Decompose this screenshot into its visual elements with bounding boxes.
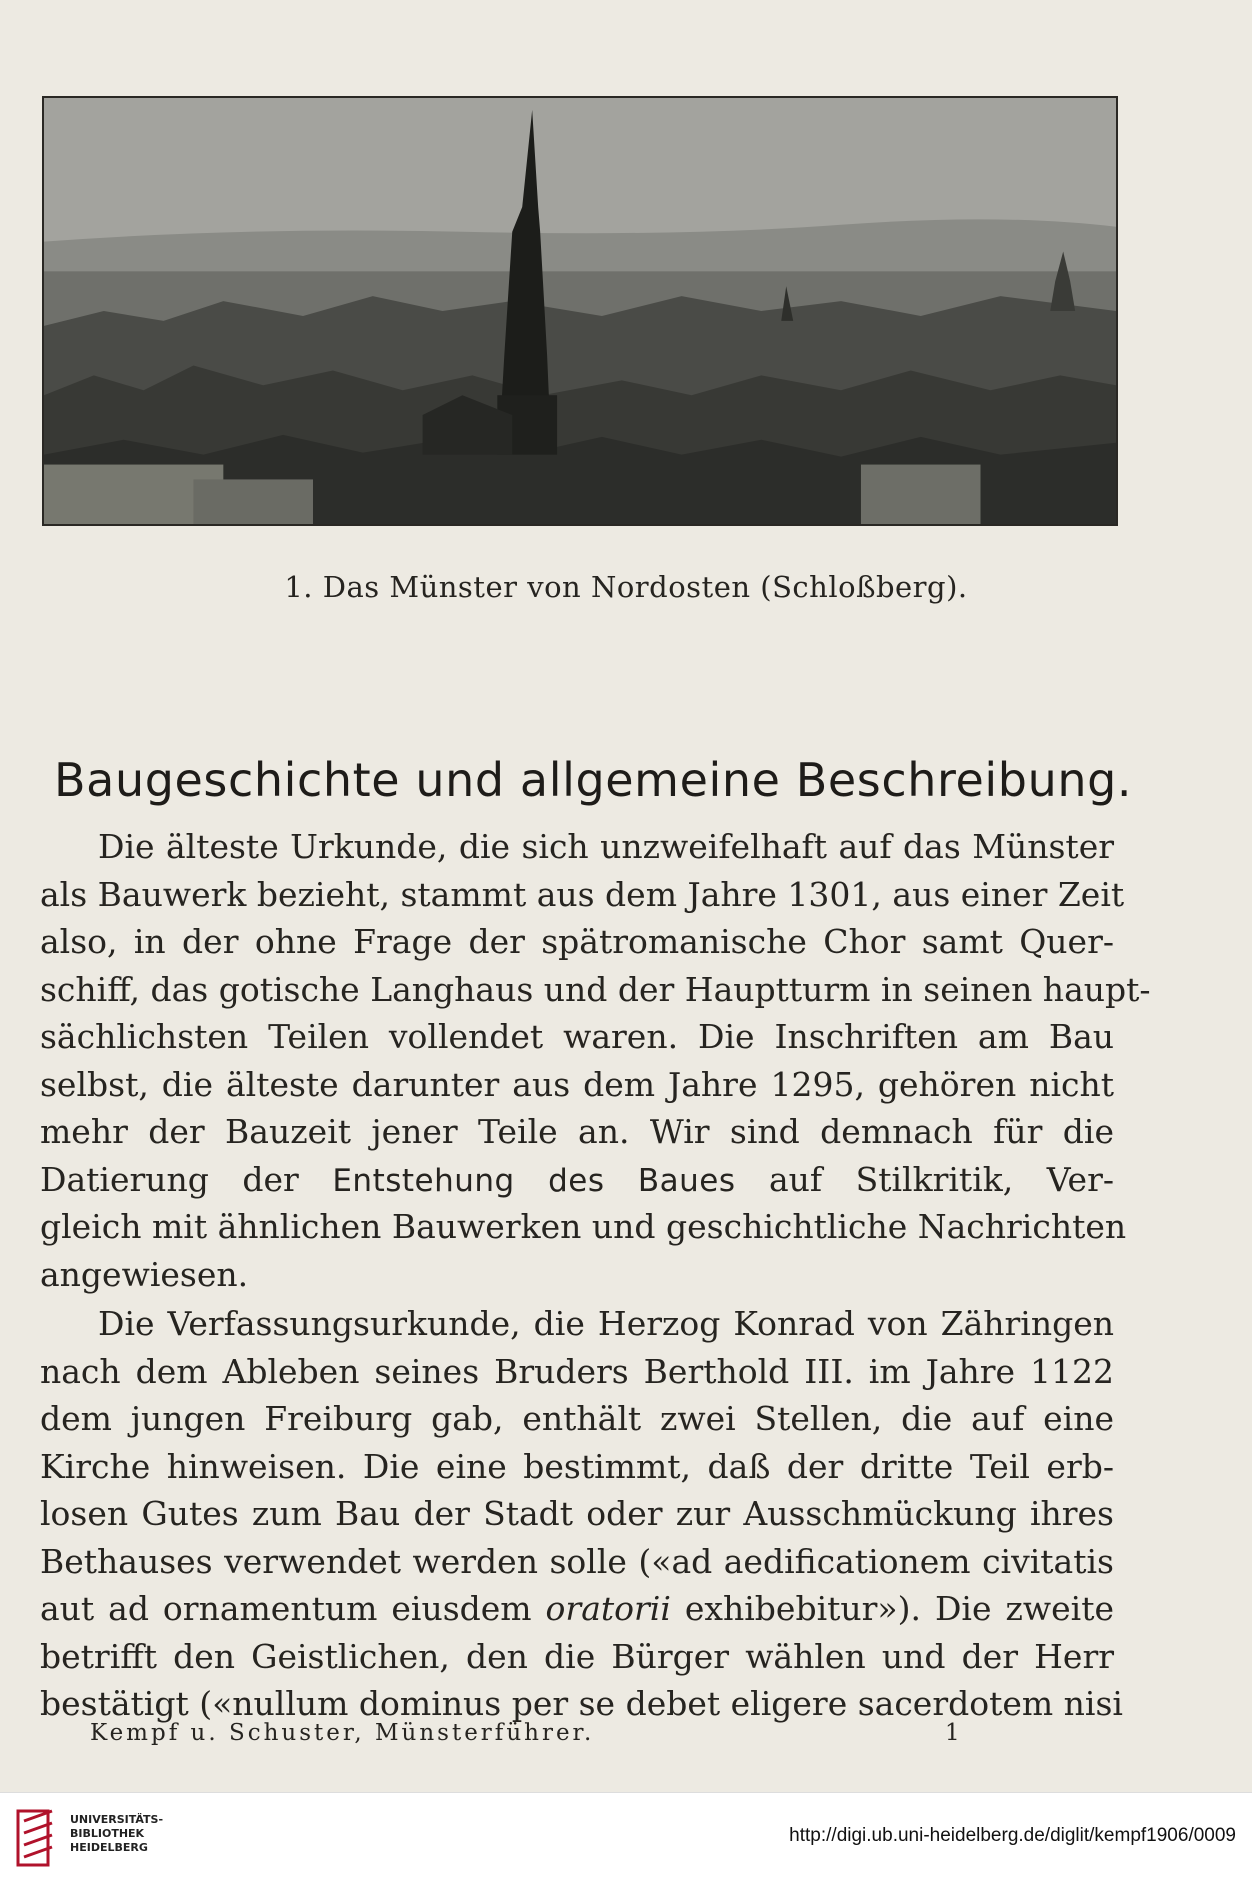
text-run: betrifft den Geistlichen, den die Bürger wählen und der Herr xyxy=(40,1636,1114,1676)
text-run: schiff, das gotische Langhaus und der Hauptturm in seinen haupt- xyxy=(40,969,1151,1009)
text-run: Die älteste Urkunde, die sich unzweifelhaft auf das Münster xyxy=(98,827,1114,866)
running-footer-title: Kempf u. Schuster, Münsterführer. xyxy=(90,1720,595,1746)
text-line xyxy=(40,1156,1114,1204)
library-logo-text xyxy=(70,1813,163,1855)
text-line xyxy=(40,1490,1114,1538)
text-line xyxy=(40,918,1114,966)
text-line xyxy=(40,1443,1114,1491)
source-url-link[interactable]: http://digi.ub.uni-heidelberg.de/diglit/kempf1906/0009 xyxy=(789,1825,1236,1846)
text-run: dem jungen Freiburg gab, enthält zwei Stellen, die auf eine xyxy=(40,1399,1114,1438)
text-line xyxy=(40,1300,1114,1348)
text-line xyxy=(40,1348,1114,1396)
paragraph-1 xyxy=(40,823,1151,1298)
text-line xyxy=(40,1061,1114,1109)
body-text xyxy=(40,823,1151,1728)
text-line xyxy=(40,823,1114,871)
figure-caption: 1. Das Münster von Nordosten (Schloßberg). xyxy=(284,570,968,604)
text-line xyxy=(40,1395,1114,1443)
text-run: aut ad ornamentum eiusdem xyxy=(40,1589,546,1628)
text-run: nach dem Ableben seines Bruders Berthold III. im Jahre 1122 xyxy=(40,1351,1114,1391)
text-run: als Bauwerk bezieht, stammt aus dem Jahre 1301, aus einer Zeit xyxy=(40,874,1125,914)
cathedral-panorama-photo xyxy=(42,96,1118,526)
text-line xyxy=(40,871,1125,919)
text-run: Kirche hinweisen. Die eine bestimmt, daß der dritte Teil erb- xyxy=(40,1446,1114,1486)
text-run: Datierung der xyxy=(40,1159,333,1199)
text-run: angewiesen. xyxy=(40,1254,249,1294)
text-line xyxy=(40,1538,1114,1586)
paragraph-2 xyxy=(40,1300,1123,1728)
section-heading: Baugeschichte und allgemeine Beschreibung. xyxy=(54,753,1133,807)
text-run: sächlichsten Teilen vollendet waren. Die Inschriften am Bau xyxy=(40,1017,1114,1056)
text-line xyxy=(40,1108,1114,1156)
italic-text: oratorii xyxy=(545,1589,671,1628)
text-line xyxy=(40,1633,1114,1681)
text-run: Die Verfassungsurkunde, die Herzog Konrad von Zähringen xyxy=(98,1304,1114,1343)
photo-illustration xyxy=(44,98,1116,524)
text-run: bestätigt («nullum dominus per se debet eligere sacerdotem nisi xyxy=(40,1684,1123,1723)
logo-line-1: UNIVERSITÄTS- xyxy=(70,1813,164,1826)
text-run: gleich mit ähnlichen Bauwerken und geschichtliche Nachrichten xyxy=(40,1207,1127,1246)
text-line xyxy=(40,1585,1114,1633)
logo-line-3: HEIDELBERG xyxy=(70,1841,148,1854)
page-footer xyxy=(90,1720,1090,1756)
text-run: losen Gutes zum Bau der Stadt oder zur Ausschmückung ihres xyxy=(40,1494,1114,1533)
text-run: also, in der ohne Frage der spätromanische Chor samt Quer- xyxy=(40,922,1114,961)
library-logo-icon xyxy=(16,1807,60,1869)
text-run: selbst, die älteste darunter aus dem Jahre 1295, gehören nicht xyxy=(40,1064,1114,1104)
emphasized-text: Entstehung des Baues xyxy=(332,1162,736,1199)
text-run: Bethauses verwendet werden solle («ad aedificationem civitatis xyxy=(40,1541,1114,1581)
text-line xyxy=(40,1203,1127,1251)
text-line xyxy=(40,1251,1114,1299)
logo-line-2: BIBLIOTHEK xyxy=(70,1827,145,1840)
signature-mark: 1 xyxy=(945,1720,960,1746)
text-run: mehr der Bauzeit jener Teile an. Wir sind demnach für die xyxy=(40,1112,1114,1151)
text-run: exhibebitur»). Die zweite xyxy=(670,1589,1114,1628)
library-banner xyxy=(0,1792,1252,1883)
text-line xyxy=(40,1013,1114,1061)
text-line xyxy=(40,966,1151,1014)
text-run: auf Stilkritik, Ver- xyxy=(735,1159,1114,1199)
